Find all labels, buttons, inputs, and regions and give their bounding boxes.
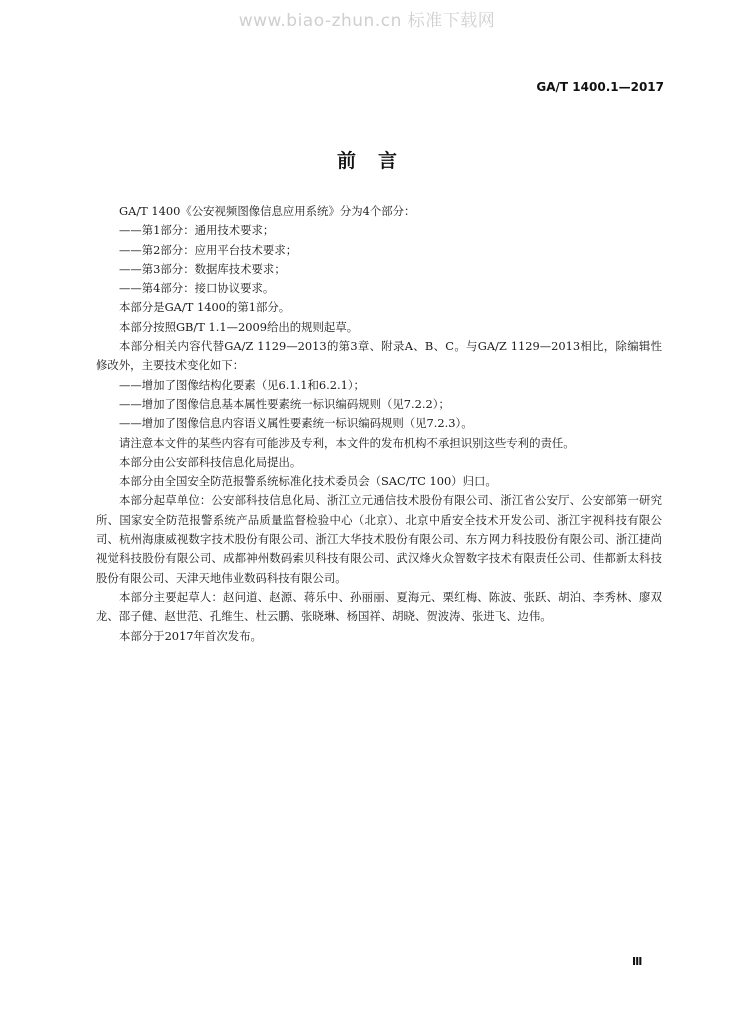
paragraph-first-release: 本部分于2017年首次发布。 [119,628,262,643]
list-item-part-3: ——第3部分：数据库技术要求； [119,261,286,276]
list-item-change-2: ——增加了图像信息基本属性要素统一标识编码规则（见7.2.2）； [119,396,450,411]
paragraph-part-statement: 本部分是GA/T 1400的第1部分。 [119,300,291,315]
paragraph-replacement: 本部分相关内容代替GA/Z 1129—2013的第3章、附录A、B、C。与GA/Z 1129—2013相比，除编辑性修改外，主要技术变化如下： [96,339,662,373]
paragraph-proposer: 本部分由公安部科技信息化局提出。 [119,454,302,469]
paragraph-drafters: 本部分主要起草人：赵问道、赵源、蒋乐中、孙丽丽、夏海元、栗红梅、陈波、张跃、胡泊、李秀林、廖双龙、邵子健、赵世范、孔维生、杜云鹏、张晓琳、杨国祥、胡晓、贺波涛、张进飞、边伟。 [96,589,662,624]
foreword-body [96,202,662,646]
list-item-change-1: ——增加了图像结构化要素（见6.1.1和6.2.1）； [119,377,365,392]
paragraph-parts-intro: GA/T 1400《公安视频图像信息应用系统》分为4个部分： [119,204,416,218]
list-item-change-3: ——增加了图像信息内容语义属性要素统一标识编码规则（见7.2.3）。 [119,416,473,431]
list-item-part-2: ——第2部分：应用平台技术要求； [119,242,298,257]
paragraph-drafting-units: 本部分起草单位：公安部科技信息化局、浙江立元通信技术股份有限公司、浙江省公安厅、公安部第一研究所、国家安全防范报警系统产品质量监督检验中心（北京）、北京中盾安全技术开发公司、浙江宇视科技有限公司、杭州海康威视数字技术股份有限公司、浙江大华技术股份有限公司、东方网力科技股份有限公司、浙江捷尚视觉科技股份有限公司、成都神州数码索贝科技有限公司、武汉烽火众智数字技术有限责任公司、佳都新太科技股份有限公司、天津天地伟业数码科技有限公司。 [96,493,662,585]
document-code: GA/T 1400.1—2017 [536,80,664,94]
page-title: 前言 [336,150,419,172]
list-item-part-1: ——第1部分：通用技术要求； [119,223,275,238]
paragraph-patent-notice: 请注意本文件的某些内容有可能涉及专利，本文件的发布机构不承担识别这些专利的责任。 [119,435,575,450]
paragraph-drafting-rules: 本部分按照GB/T 1.1—2009给出的规则起草。 [119,319,359,334]
list-item-part-4: ——第4部分：接口协议要求。 [119,281,275,296]
paragraph-centralized: 本部分由全国安全防范报警系统标准化技术委员会（SAC/TC 100）归口。 [119,474,497,489]
watermark: www.biao-zhun.cn 标准下载网 [238,11,496,31]
page-number: Ⅲ [632,955,643,968]
